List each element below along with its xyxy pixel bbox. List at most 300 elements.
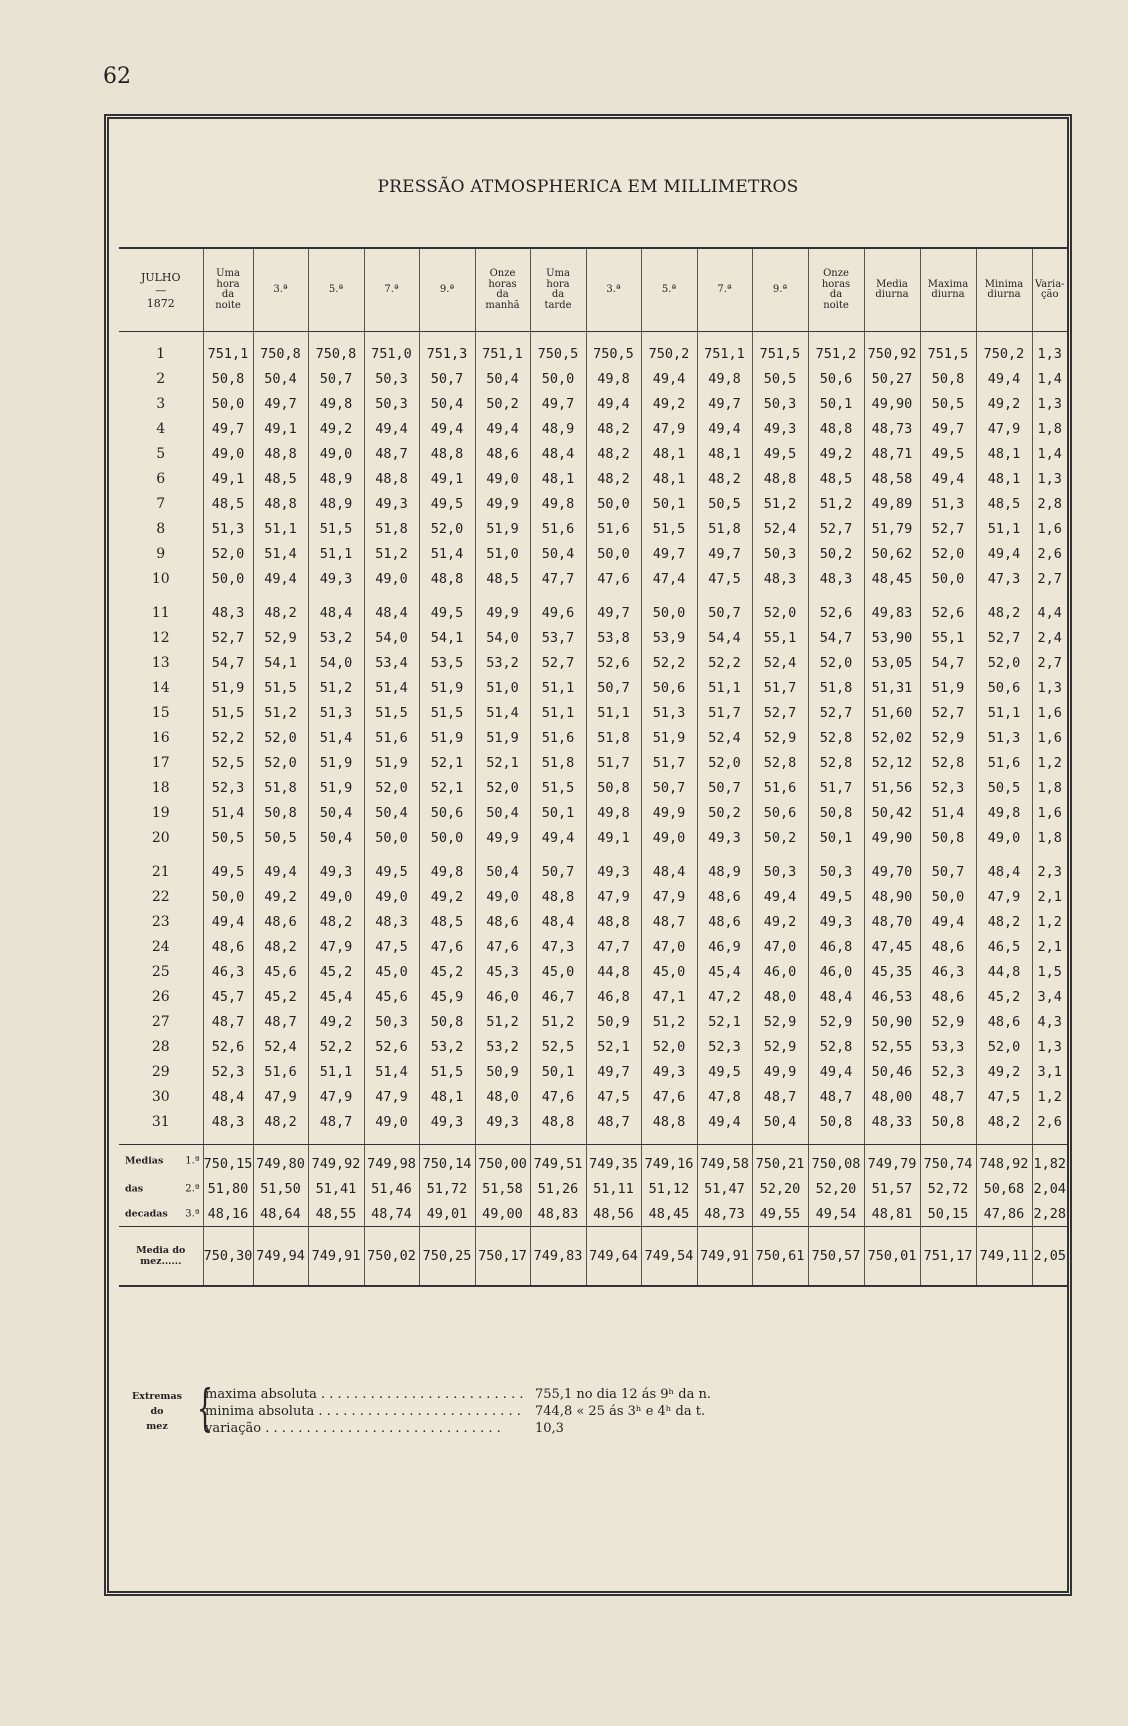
- value-cell: 749,79: [864, 1145, 920, 1177]
- spacer-cell: [475, 850, 530, 859]
- value-cell: 52,4: [697, 725, 752, 750]
- value-cell: 51,8: [364, 516, 419, 541]
- spacer-cell: [364, 332, 419, 342]
- column-header: 9.ª: [752, 248, 808, 332]
- value-cell: 50,6: [641, 675, 697, 700]
- value-cell: 51,7: [586, 750, 641, 775]
- value-cell: 751,1: [203, 341, 253, 366]
- value-cell: 49,2: [641, 391, 697, 416]
- value-cell: 50,4: [752, 1109, 808, 1134]
- value-cell: 50,3: [364, 1009, 419, 1034]
- spacer-cell: [364, 591, 419, 600]
- value-cell: 48,5: [475, 566, 530, 591]
- value-cell: 51,7: [808, 775, 864, 800]
- value-cell: 49,8: [697, 366, 752, 391]
- value-cell: 51,6: [253, 1059, 308, 1084]
- value-cell: 48,7: [920, 1084, 976, 1109]
- value-cell: 49,0: [364, 566, 419, 591]
- value-cell: 48,3: [203, 600, 253, 625]
- value-cell: 47,9: [308, 1084, 364, 1109]
- value-cell: 46,0: [475, 984, 530, 1009]
- value-cell: 48,4: [203, 1084, 253, 1109]
- value-cell: 751,5: [752, 341, 808, 366]
- value-cell: 50,5: [752, 366, 808, 391]
- value-cell: 50,8: [253, 800, 308, 825]
- value-cell: 48,4: [308, 600, 364, 625]
- value-cell: 51,79: [864, 516, 920, 541]
- table-row: [119, 541, 1067, 566]
- value-cell: 54,0: [475, 625, 530, 650]
- value-cell: 51,5: [253, 675, 308, 700]
- value-cell: 48,4: [530, 441, 586, 466]
- spacer-cell: [475, 1134, 530, 1145]
- value-cell: 49,0: [364, 1109, 419, 1134]
- value-cell: 52,7: [752, 700, 808, 725]
- value-cell: 52,9: [752, 1009, 808, 1034]
- value-cell: 50,42: [864, 800, 920, 825]
- value-cell: 45,2: [419, 959, 475, 984]
- value-cell: 50,8: [808, 1109, 864, 1134]
- spacer-cell: [308, 332, 364, 342]
- value-cell: 50,0: [530, 366, 586, 391]
- value-cell: 53,2: [308, 625, 364, 650]
- value-cell: 52,3: [203, 775, 253, 800]
- value-cell: 49,9: [752, 1059, 808, 1084]
- value-cell: 48,45: [864, 566, 920, 591]
- value-cell: 45,0: [364, 959, 419, 984]
- value-cell: 47,8: [697, 1084, 752, 1109]
- value-cell: 52,0: [419, 516, 475, 541]
- value-cell: 45,9: [419, 984, 475, 1009]
- decade-number: 2.ª: [185, 1183, 200, 1194]
- spacer-cell: [586, 332, 641, 342]
- value-cell: 50,6: [808, 366, 864, 391]
- value-cell: 50,1: [530, 1059, 586, 1084]
- spacer-cell: [253, 591, 308, 600]
- value-cell: 52,8: [752, 750, 808, 775]
- spacer-cell: [530, 332, 586, 342]
- value-cell: 51,5: [419, 1059, 475, 1084]
- table-row: [119, 491, 1067, 516]
- decade-number: 1.ª: [185, 1155, 200, 1166]
- value-cell: 48,1: [641, 441, 697, 466]
- value-cell: 52,20: [752, 1176, 808, 1201]
- value-cell: 48,1: [976, 466, 1032, 491]
- value-cell: 54,7: [808, 625, 864, 650]
- value-cell: 46,7: [530, 984, 586, 1009]
- value-cell: 2,6: [1032, 1109, 1067, 1134]
- value-cell: 54,1: [419, 625, 475, 650]
- spacer-cell: [419, 1134, 475, 1145]
- value-cell: 51,5: [419, 700, 475, 725]
- value-cell: 749,91: [308, 1227, 364, 1287]
- value-cell: 52,7: [920, 700, 976, 725]
- table-row: [119, 391, 1067, 416]
- value-cell: 45,0: [530, 959, 586, 984]
- value-cell: 49,8: [586, 366, 641, 391]
- spacer-cell: [419, 332, 475, 342]
- value-cell: 51,11: [586, 1176, 641, 1201]
- value-cell: 3,4: [1032, 984, 1067, 1009]
- value-cell: 51,2: [475, 1009, 530, 1034]
- value-cell: 52,2: [641, 650, 697, 675]
- value-cell: 50,2: [697, 800, 752, 825]
- month-mean-row: [119, 1227, 1067, 1287]
- spacer-row: [119, 850, 1067, 859]
- value-cell: 48,2: [253, 934, 308, 959]
- value-cell: 1,8: [1032, 416, 1067, 441]
- value-cell: 51,7: [641, 750, 697, 775]
- value-cell: 48,8: [419, 441, 475, 466]
- value-cell: 751,1: [475, 341, 530, 366]
- day-cell: 17: [151, 754, 170, 771]
- value-cell: 53,7: [530, 625, 586, 650]
- value-cell: 52,1: [697, 1009, 752, 1034]
- value-cell: 49,3: [308, 566, 364, 591]
- day-cell: 15: [151, 704, 170, 721]
- value-cell: 1,6: [1032, 725, 1067, 750]
- value-cell: 51,4: [475, 700, 530, 725]
- spacer-cell: [253, 850, 308, 859]
- value-cell: 52,8: [920, 750, 976, 775]
- value-cell: 49,0: [203, 441, 253, 466]
- value-cell: 47,5: [697, 566, 752, 591]
- value-cell: 51,8: [530, 750, 586, 775]
- value-cell: 2,7: [1032, 650, 1067, 675]
- value-cell: 49,00: [475, 1201, 530, 1227]
- value-cell: 51,6: [530, 725, 586, 750]
- value-cell: 51,5: [203, 700, 253, 725]
- value-cell: 1,3: [1032, 1034, 1067, 1059]
- value-cell: 51,8: [253, 775, 308, 800]
- value-cell: 51,1: [308, 541, 364, 566]
- value-cell: 50,15: [920, 1201, 976, 1227]
- spacer-row: [119, 332, 1067, 342]
- value-cell: 46,53: [864, 984, 920, 1009]
- value-cell: 52,9: [920, 1009, 976, 1034]
- value-cell: 50,4: [475, 800, 530, 825]
- value-cell: 2,28: [1032, 1201, 1067, 1227]
- value-cell: 50,6: [752, 800, 808, 825]
- value-cell: 52,9: [920, 725, 976, 750]
- value-cell: 52,9: [752, 725, 808, 750]
- spacer-cell: [586, 591, 641, 600]
- value-cell: 52,0: [976, 650, 1032, 675]
- table-row: [119, 1109, 1067, 1134]
- value-cell: 3,1: [1032, 1059, 1067, 1084]
- value-cell: 750,30: [203, 1227, 253, 1287]
- value-cell: 50,6: [976, 675, 1032, 700]
- value-cell: 750,00: [475, 1145, 530, 1177]
- value-cell: 751,1: [697, 341, 752, 366]
- value-cell: 51,9: [475, 516, 530, 541]
- spacer-cell: [530, 1134, 586, 1145]
- value-cell: 48,7: [308, 1109, 364, 1134]
- value-cell: 52,6: [808, 600, 864, 625]
- value-cell: 49,3: [752, 416, 808, 441]
- value-cell: 1,3: [1032, 391, 1067, 416]
- value-cell: 51,2: [752, 491, 808, 516]
- day-cell: 7: [156, 495, 166, 512]
- table-row: [119, 566, 1067, 591]
- value-cell: 48,6: [697, 884, 752, 909]
- value-cell: 45,4: [697, 959, 752, 984]
- value-cell: 4,4: [1032, 600, 1067, 625]
- value-cell: 49,4: [808, 1059, 864, 1084]
- value-cell: 48,83: [530, 1201, 586, 1227]
- value-cell: 50,8: [419, 1009, 475, 1034]
- value-cell: 2,8: [1032, 491, 1067, 516]
- value-cell: 750,2: [976, 341, 1032, 366]
- value-cell: 50,0: [419, 825, 475, 850]
- value-cell: 749,94: [253, 1227, 308, 1287]
- value-cell: 51,31: [864, 675, 920, 700]
- value-cell: 52,2: [308, 1034, 364, 1059]
- value-cell: 50,1: [530, 800, 586, 825]
- day-cell: 31: [151, 1113, 170, 1130]
- value-cell: 49,2: [808, 441, 864, 466]
- value-cell: 51,9: [419, 675, 475, 700]
- value-cell: 48,8: [641, 1109, 697, 1134]
- value-cell: 50,1: [808, 391, 864, 416]
- value-cell: 53,2: [475, 1034, 530, 1059]
- value-cell: 55,1: [920, 625, 976, 650]
- day-cell: 30: [151, 1088, 170, 1105]
- value-cell: 51,2: [364, 541, 419, 566]
- value-cell: 49,4: [253, 859, 308, 884]
- value-cell: 50,8: [808, 800, 864, 825]
- value-cell: 53,05: [864, 650, 920, 675]
- value-cell: 51,3: [641, 700, 697, 725]
- value-cell: 49,7: [530, 391, 586, 416]
- value-cell: 51,7: [752, 675, 808, 700]
- value-cell: 49,8: [530, 491, 586, 516]
- value-cell: 49,01: [419, 1201, 475, 1227]
- value-cell: 51,4: [364, 1059, 419, 1084]
- day-cell: 2: [156, 370, 166, 387]
- value-cell: 45,6: [364, 984, 419, 1009]
- spacer-cell: [203, 591, 253, 600]
- day-cell: 21: [151, 863, 170, 880]
- value-cell: 48,64: [253, 1201, 308, 1227]
- spacer-cell: [697, 332, 752, 342]
- spacer-cell: [1032, 1134, 1067, 1145]
- decade-label-text: das: [125, 1183, 144, 1194]
- day-cell: 16: [151, 729, 170, 746]
- value-cell: 49,2: [419, 884, 475, 909]
- value-cell: 49,5: [203, 859, 253, 884]
- spacer-cell: [119, 1134, 203, 1145]
- value-cell: 54,0: [364, 625, 419, 650]
- value-cell: 48,4: [976, 859, 1032, 884]
- value-cell: 751,3: [419, 341, 475, 366]
- value-cell: 49,7: [586, 1059, 641, 1084]
- column-header: 7.ª: [364, 248, 419, 332]
- spacer-cell: [808, 332, 864, 342]
- value-cell: 49,2: [253, 884, 308, 909]
- value-cell: 51,1: [976, 700, 1032, 725]
- value-cell: 46,3: [920, 959, 976, 984]
- value-cell: 47,9: [586, 884, 641, 909]
- value-cell: 49,5: [752, 441, 808, 466]
- column-header: 3.ª: [586, 248, 641, 332]
- table-row: [119, 625, 1067, 650]
- value-cell: 52,9: [808, 1009, 864, 1034]
- value-cell: 50,0: [586, 491, 641, 516]
- value-cell: 2,05: [1032, 1227, 1067, 1287]
- value-cell: 51,9: [419, 725, 475, 750]
- value-cell: 48,71: [864, 441, 920, 466]
- value-cell: 49,7: [697, 391, 752, 416]
- value-cell: 54,4: [697, 625, 752, 650]
- value-cell: 50,4: [475, 366, 530, 391]
- value-cell: 47,9: [976, 416, 1032, 441]
- table-row: [119, 1059, 1067, 1084]
- spacer-cell: [419, 850, 475, 859]
- value-cell: 751,17: [920, 1227, 976, 1287]
- day-cell: 14: [151, 679, 170, 696]
- value-cell: 49,7: [641, 541, 697, 566]
- value-cell: 50,0: [203, 884, 253, 909]
- value-cell: 47,0: [641, 934, 697, 959]
- value-cell: 51,1: [586, 700, 641, 725]
- value-cell: 749,58: [697, 1145, 752, 1177]
- value-cell: 49,7: [697, 541, 752, 566]
- value-cell: 48,7: [253, 1009, 308, 1034]
- value-cell: 50,4: [475, 859, 530, 884]
- value-cell: 48,4: [641, 859, 697, 884]
- value-cell: 49,5: [697, 1059, 752, 1084]
- column-header: 5.ª: [641, 248, 697, 332]
- value-cell: 51,2: [530, 1009, 586, 1034]
- decade-row: [119, 1145, 1067, 1177]
- value-cell: 50,27: [864, 366, 920, 391]
- decade-label: [119, 1145, 203, 1177]
- value-cell: 48,8: [586, 909, 641, 934]
- extremes-label: Extremas do mez: [132, 1391, 182, 1432]
- value-cell: 48,56: [586, 1201, 641, 1227]
- value-cell: 49,3: [364, 491, 419, 516]
- value-cell: 50,7: [530, 859, 586, 884]
- value-cell: 51,9: [308, 750, 364, 775]
- value-cell: 44,8: [586, 959, 641, 984]
- value-cell: 48,6: [920, 934, 976, 959]
- value-cell: 48,8: [253, 441, 308, 466]
- value-cell: 49,1: [586, 825, 641, 850]
- value-cell: 51,4: [253, 541, 308, 566]
- value-cell: 47,3: [976, 566, 1032, 591]
- value-cell: 48,45: [641, 1201, 697, 1227]
- table-row: [119, 884, 1067, 909]
- value-cell: 49,4: [641, 366, 697, 391]
- value-cell: 45,0: [641, 959, 697, 984]
- spacer-cell: [920, 591, 976, 600]
- value-cell: 48,4: [364, 600, 419, 625]
- spacer-cell: [752, 332, 808, 342]
- value-cell: 50,4: [419, 391, 475, 416]
- spacer-cell: [808, 591, 864, 600]
- spacer-cell: [530, 591, 586, 600]
- value-cell: 2,6: [1032, 541, 1067, 566]
- value-cell: 48,3: [203, 1109, 253, 1134]
- value-cell: 49,3: [419, 1109, 475, 1134]
- value-cell: 47,1: [641, 984, 697, 1009]
- value-cell: 1,5: [1032, 959, 1067, 984]
- value-cell: 48,1: [530, 466, 586, 491]
- table-row: [119, 466, 1067, 491]
- value-cell: 53,5: [419, 650, 475, 675]
- month-mean-label: Media do mez......: [119, 1227, 203, 1287]
- value-cell: 49,4: [419, 416, 475, 441]
- value-cell: 51,5: [308, 516, 364, 541]
- value-cell: 48,1: [697, 441, 752, 466]
- value-cell: 49,4: [530, 825, 586, 850]
- value-cell: 50,8: [920, 825, 976, 850]
- value-cell: 47,9: [253, 1084, 308, 1109]
- value-cell: 1,2: [1032, 909, 1067, 934]
- value-cell: 52,4: [752, 516, 808, 541]
- decade-label: [119, 1201, 203, 1227]
- value-cell: 51,9: [308, 775, 364, 800]
- value-cell: 52,5: [203, 750, 253, 775]
- value-cell: 52,2: [697, 650, 752, 675]
- value-cell: 750,2: [641, 341, 697, 366]
- decade-number: 3.ª: [185, 1208, 200, 1219]
- value-cell: 49,4: [697, 416, 752, 441]
- value-cell: 49,4: [475, 416, 530, 441]
- separator-row: [119, 1134, 1067, 1145]
- value-cell: 48,7: [752, 1084, 808, 1109]
- value-cell: 50,4: [308, 800, 364, 825]
- spacer-cell: [308, 850, 364, 859]
- spacer-cell: [920, 1134, 976, 1145]
- value-cell: 49,3: [641, 1059, 697, 1084]
- value-cell: 48,9: [308, 491, 364, 516]
- value-cell: 49,9: [475, 825, 530, 850]
- value-cell: 50,7: [697, 775, 752, 800]
- column-header: 3.ª: [253, 248, 308, 332]
- value-cell: 52,1: [419, 750, 475, 775]
- table-row: [119, 366, 1067, 391]
- value-cell: 52,7: [976, 625, 1032, 650]
- value-cell: 49,3: [808, 909, 864, 934]
- value-cell: 51,2: [641, 1009, 697, 1034]
- value-cell: 49,2: [976, 391, 1032, 416]
- table-row: [119, 725, 1067, 750]
- value-cell: 51,2: [808, 491, 864, 516]
- value-cell: 55,1: [752, 625, 808, 650]
- value-cell: 52,55: [864, 1034, 920, 1059]
- value-cell: 749,98: [364, 1145, 419, 1177]
- value-cell: 52,3: [203, 1059, 253, 1084]
- value-cell: 50,4: [530, 541, 586, 566]
- spacer-cell: [976, 1134, 1032, 1145]
- value-cell: 52,1: [475, 750, 530, 775]
- table-row: [119, 650, 1067, 675]
- value-cell: 51,6: [976, 750, 1032, 775]
- value-cell: 50,9: [475, 1059, 530, 1084]
- value-cell: 48,6: [920, 984, 976, 1009]
- value-cell: 51,57: [864, 1176, 920, 1201]
- value-cell: 45,2: [976, 984, 1032, 1009]
- value-cell: 49,4: [586, 391, 641, 416]
- value-cell: 1,6: [1032, 800, 1067, 825]
- value-cell: 1,3: [1032, 466, 1067, 491]
- value-cell: 51,3: [976, 725, 1032, 750]
- extreme-variation: variação . . . . . . . . . . . . . . . . . . . . . . . . . . . . . 10,3: [205, 1421, 564, 1436]
- value-cell: 750,74: [920, 1145, 976, 1177]
- value-cell: 50,8: [203, 366, 253, 391]
